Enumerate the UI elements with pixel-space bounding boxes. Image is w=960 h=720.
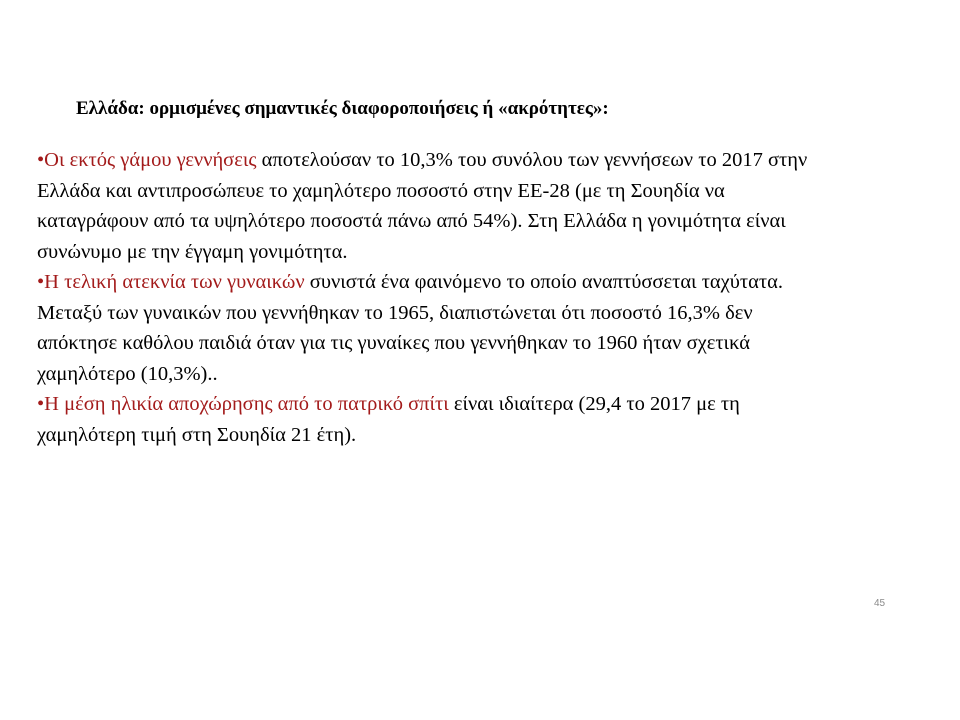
paragraph-line: απόκτησε καθόλου παιδιά όταν για τις γυναίκες που γεννήθηκαν το 1960 ήταν σχετικά — [37, 332, 750, 354]
slide-title: Ελλάδα: ορμισμένες σημαντικές διαφοροποιήσεις ή «ακρότητες»: — [76, 98, 609, 119]
paragraph-line: καταγράφουν από τα υψηλότερο ποσοστά πάνω από 54%). Στη Ελλάδα η γονιμότητα είναι — [37, 210, 786, 232]
paragraph-text: είναι ιδιαίτερα (29,4 το 2017 με τη — [448, 393, 740, 415]
paragraph-line — [37, 145, 937, 176]
paragraph-line: συνώνυμο με την έγγαμη γονιμότητα. — [37, 240, 348, 263]
paragraph-line — [37, 389, 937, 420]
paragraph-line — [37, 267, 937, 298]
highlight-phrase: •Οι εκτός γάμου γεννήσεις — [37, 149, 257, 171]
paragraph-leaving-home-age — [37, 389, 937, 450]
page-number: 45 — [874, 598, 886, 609]
highlight-phrase: •Η μέση ηλικία αποχώρησης από το πατρικό σπίτι — [37, 393, 449, 415]
paragraph-line: χαμηλότερη τιμή στη Σουηδία 21 έτη). — [37, 423, 357, 446]
paragraph-line: Ελλάδα και αντιπροσώπευε το χαμηλότερο ποσοστό στην ΕΕ-28 (με τη Σουηδία να — [37, 179, 725, 202]
paragraph-extramarital-births — [37, 145, 937, 267]
slide-body — [37, 145, 937, 450]
paragraph-text: αποτελούσαν το 10,3% του συνόλου των γεννήσεων το 2017 στην — [256, 149, 808, 171]
paragraph-text: συνιστά ένα φαινόμενο το οποίο αναπτύσσεται ταχύτατα. — [304, 271, 784, 293]
paragraph-childlessness — [37, 267, 937, 389]
highlight-phrase: •Η τελική ατεκνία των γυναικών — [37, 271, 305, 293]
paragraph-line: χαμηλότερο (10,3%).. — [37, 362, 218, 385]
paragraph-line: Μεταξύ των γυναικών που γεννήθηκαν το 1965, διαπιστώνεται ότι ποσοστό 16,3% δεν — [37, 301, 753, 324]
